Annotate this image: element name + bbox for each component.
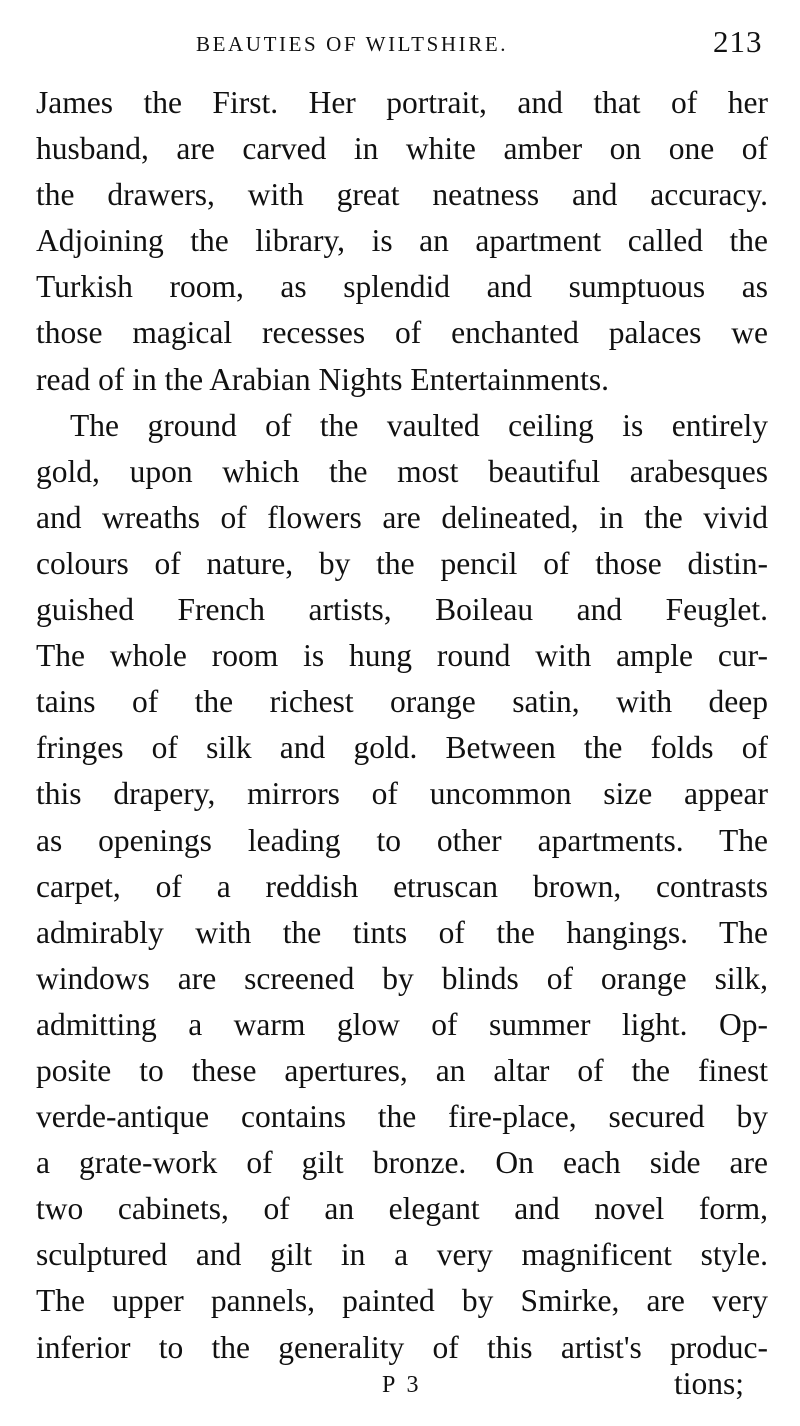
text-line: admitting a warm glow of summer light. Op- — [36, 1006, 768, 1042]
text-line: carpet, of a reddish etruscan brown, contrasts — [36, 868, 768, 904]
catchword: tions; — [674, 1366, 745, 1401]
text-line: two cabinets, of an elegant and novel form, — [36, 1191, 768, 1227]
text-line: husband, are carved in white amber on one of — [36, 131, 768, 167]
body-text — [36, 80, 768, 1371]
text-line: those magical recesses of enchanted palaces we — [36, 315, 768, 351]
text-line: a grate-work of gilt bronze. On each side are — [36, 1145, 768, 1181]
text-line: Adjoining the library, is an apartment called the — [36, 223, 768, 259]
text-line: this drapery, mirrors of uncommon size appear — [36, 776, 768, 812]
text-line: The upper pannels, painted by Smirke, are very — [36, 1283, 768, 1319]
text-line: sculptured and gilt in a very magnificent style. — [36, 1237, 768, 1273]
text-line: tains of the richest orange satin, with deep — [36, 684, 768, 720]
page-number: 213 — [713, 24, 763, 59]
paragraph-2 — [36, 403, 768, 1371]
text-line: the drawers, with great neatness and accuracy. — [36, 177, 768, 213]
text-line: gold, upon which the most beautiful arabesques — [36, 453, 768, 489]
text-line: guished French artists, Boileau and Feuglet. — [36, 592, 768, 628]
signature-mark: P 3 — [382, 1372, 422, 1398]
text-line: inferior to the generality of this artist's produc- — [36, 1329, 768, 1365]
paragraph-1 — [36, 80, 768, 403]
text-line: The whole room is hung round with ample cur- — [36, 638, 768, 674]
text-line: The ground of the vaulted ceiling is entirely — [70, 407, 768, 443]
text-line: windows are screened by blinds of orange silk, — [36, 960, 768, 996]
text-line: as openings leading to other apartments. The — [36, 822, 768, 858]
text-line: read of in the Arabian Nights Entertainments. — [36, 361, 609, 397]
running-head — [0, 24, 800, 64]
text-line: fringes of silk and gold. Between the folds of — [36, 730, 768, 766]
text-line: James the First. Her portrait, and that of her — [36, 85, 768, 120]
text-line: admirably with the tints of the hangings. The — [36, 914, 768, 950]
text-line: verde-antique contains the fire-place, secured by — [36, 1099, 768, 1135]
running-title: BEAUTIES OF WILTSHIRE. — [196, 32, 509, 56]
text-line: and wreaths of flowers are delineated, in the vivid — [36, 499, 768, 535]
page-footer — [0, 1366, 800, 1410]
text-line: colours of nature, by the pencil of those distin- — [36, 545, 768, 581]
text-line: posite to these apertures, an altar of the finest — [36, 1052, 768, 1088]
text-line: Turkish room, as splendid and sumptuous as — [36, 269, 768, 305]
